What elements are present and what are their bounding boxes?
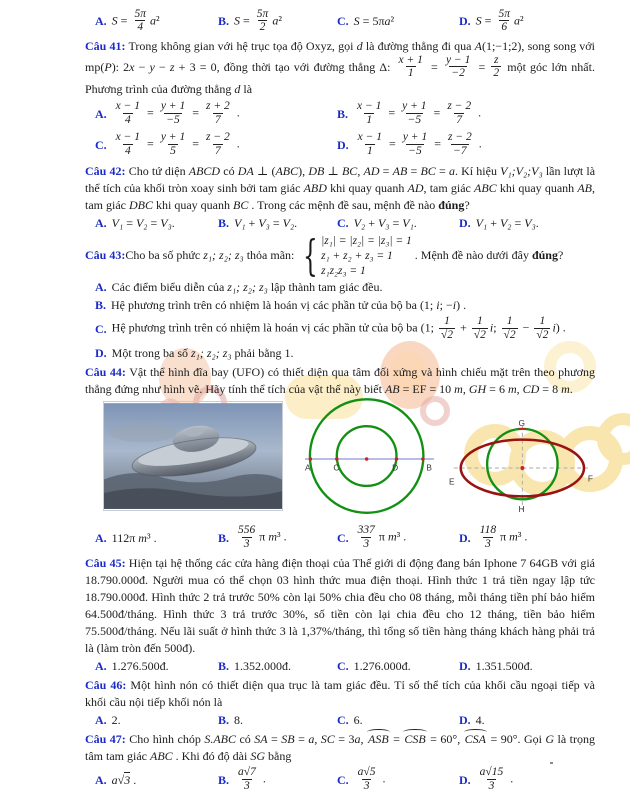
question-44-options bbox=[85, 524, 595, 553]
option-b bbox=[337, 100, 579, 129]
option-a bbox=[95, 712, 218, 729]
system-line: z₁ + z₂ + z₃ = 1 bbox=[321, 249, 393, 262]
question-44-text bbox=[85, 364, 595, 398]
option-letter: C. bbox=[337, 215, 349, 230]
option-a bbox=[85, 279, 595, 296]
label-A: A bbox=[305, 462, 311, 473]
option-letter: C. bbox=[337, 530, 349, 545]
question-label: Câu 43: bbox=[85, 248, 126, 263]
question-body: Trong không gian với hệ trục tọa độ Oxyz, gọi d là đường thẳng đi qua A(1;−1;2), song song với mp(P): 2x − y − z + 3 = 0, đồng thời tạo với đường thẳng Δ: $\frac{x + 1}{1}$ = $\frac{y - 1}{-2}$ = $\frac{z}{2}$ một góc lớn nhất. Phương trình của đường thẳng d là bbox=[85, 39, 595, 96]
question-body: Hiện tại hệ thống các cửa hàng điện thoại của Thế giới di động đang bán Iphone 7 64GB với giá 18.790.000đ. Người mua có thể chọn 03 hình thức mua điện thoại. Hình thức 1 trả tiền ngay lập tức 18.790.000đ. Hình thức 2 trả trước 50% còn lại 50% chia đều cho 08 tháng, mỗi tháng tiền phí bảo hiểm 64.500đ/tháng. Hình thức 3 trả trước 30%, số tiền còn lại chia đều cho 12 tháng, tiền bảo hiểm 75.500đ/tháng. Nếu lãi suất ở hình thức 3 là 1,37%/tháng, thì tổng số tiền hàng tháng khách hàng phải trả là (làm tròn đến 500đ). bbox=[85, 555, 595, 655]
option-b bbox=[218, 712, 337, 729]
option-value: Các điểm biểu diễn của z₁; z₂; z₃ lập thành tam giác đều. bbox=[111, 279, 383, 294]
option-value: V₁ = V₂ = V₃. bbox=[111, 215, 175, 230]
question-47-text bbox=[85, 731, 595, 765]
option-c bbox=[337, 767, 459, 793]
option-value: 1.352.000đ. bbox=[234, 658, 292, 673]
option-letter: B. bbox=[218, 772, 230, 787]
question-43-text bbox=[85, 230, 595, 280]
option-value: a√3 . bbox=[111, 772, 137, 787]
option-value: $\frac{x - 1}{4}$ = $\frac{y + 1}{5}$ = $\frac{z - 2}{7}$ . bbox=[115, 131, 240, 157]
option-b bbox=[218, 215, 337, 232]
option-c bbox=[337, 215, 459, 232]
option-letter: B. bbox=[218, 14, 230, 28]
option-c bbox=[337, 525, 459, 551]
option-a bbox=[95, 100, 337, 129]
option-letter: D. bbox=[459, 14, 471, 28]
option-d bbox=[459, 525, 595, 551]
option-value: 1.276.500đ. bbox=[111, 658, 169, 673]
option-a bbox=[95, 772, 218, 789]
option-letter: A. bbox=[95, 712, 107, 727]
option-b bbox=[218, 9, 337, 35]
option-value: S = $\frac{5\pi}{6}$ a² bbox=[475, 7, 524, 33]
option-letter: D. bbox=[95, 345, 107, 360]
question-41-text bbox=[85, 38, 595, 98]
label-E: E bbox=[449, 476, 455, 487]
label-B: B bbox=[426, 462, 432, 473]
option-b bbox=[85, 297, 595, 314]
option-d bbox=[337, 131, 579, 160]
option-value: V₁ + V₂ = V₃. bbox=[475, 215, 539, 230]
option-value: S = 5πa² bbox=[353, 14, 395, 28]
question-44-figures bbox=[103, 401, 595, 521]
option-value: $\frac{x - 1}{4}$ = $\frac{y + 1}{-5}$ = $\frac{z + 2}{7}$ . bbox=[115, 100, 240, 126]
option-value: S = $\frac{5\pi}{4}$ a² bbox=[111, 7, 160, 33]
option-letter: C. bbox=[337, 658, 349, 673]
option-value: $\frac{x - 1}{1}$ = $\frac{y + 1}{-5}$ = $\frac{z - 2}{-7}$ . bbox=[357, 131, 482, 157]
option-b bbox=[218, 658, 337, 675]
option-letter: B. bbox=[218, 530, 230, 545]
option-value: Hệ phương trình trên có nhiệm là hoán vị các phần tử của bộ ba (1; i; −i) . bbox=[111, 297, 467, 312]
option-value: $\frac{a√15}{3}$ . bbox=[479, 766, 514, 792]
question-body: Một hình nón có thiết diện qua trục là tam giác đều. Tỉ số thể tích của khối cầu ngoại tiếp và khối cầu nội tiếp khối nón là bbox=[85, 677, 595, 709]
option-a bbox=[95, 215, 218, 232]
question-47-options bbox=[85, 766, 595, 795]
option-c bbox=[85, 315, 595, 344]
option-value: $\frac{556}{3}$ π m³ . bbox=[238, 524, 287, 550]
option-b bbox=[218, 525, 337, 551]
option-letter: B. bbox=[337, 106, 349, 121]
question-42-text bbox=[85, 163, 595, 214]
question-45-text bbox=[85, 555, 595, 657]
option-letter: C. bbox=[337, 772, 349, 787]
question-body: . Mệnh đề nào dưới đây đúng? bbox=[414, 248, 564, 263]
option-d bbox=[459, 712, 595, 729]
option-a bbox=[95, 530, 218, 547]
option-letter: A. bbox=[95, 772, 107, 787]
option-c bbox=[337, 658, 459, 675]
option-value: 1.351.500đ. bbox=[475, 658, 533, 673]
option-c bbox=[337, 13, 459, 30]
label-F: F bbox=[588, 473, 594, 484]
option-letter: C. bbox=[337, 14, 349, 28]
option-a bbox=[95, 658, 218, 675]
question-label: Câu 41: bbox=[85, 39, 126, 53]
option-value: $\frac{a√7}{3}$ . bbox=[238, 766, 266, 792]
system-line: |z₁| = |z₂| = |z₃| = 1 bbox=[321, 234, 412, 247]
question-body: Vật thể hình đĩa bay (UFO) có thiết diện qua tâm đối xứng và hình chiếu mặt trên theo phương thẳng đứng như hình vẽ. Hãy tính thể tích của vật thể này biết AB = EF = 10 m, GH = 6 m, CD = 8 m. bbox=[85, 364, 595, 396]
option-c bbox=[95, 131, 337, 160]
question-body: Cho hình chóp S.ABC có SA = SB = a, SC = 3a, ASB = CSB = 60°, CSA = 90°. Gọi G là trọng tâm tam giác ABC . Khi đó độ dài SG bằng bbox=[85, 731, 596, 763]
ufo-photo bbox=[103, 401, 283, 511]
option-letter: A. bbox=[95, 106, 107, 121]
label-H: H bbox=[518, 503, 525, 514]
top-view-diagram bbox=[448, 417, 595, 519]
option-letter: A. bbox=[95, 279, 107, 294]
option-d bbox=[459, 767, 595, 793]
question-label: Câu 44: bbox=[85, 364, 126, 379]
option-b bbox=[218, 767, 337, 793]
question-label: Câu 45: bbox=[85, 555, 126, 570]
option-value: 8. bbox=[234, 712, 244, 727]
question-46-options bbox=[85, 712, 595, 729]
option-letter: D. bbox=[337, 137, 349, 152]
label-G: G bbox=[518, 417, 526, 428]
question-label: Câu 42: bbox=[85, 163, 126, 178]
equation-system bbox=[297, 230, 412, 280]
option-a bbox=[95, 9, 218, 35]
question-label: Câu 47: bbox=[85, 731, 126, 746]
option-letter: A. bbox=[95, 530, 107, 545]
option-letter: A. bbox=[95, 215, 107, 230]
option-letter: D. bbox=[459, 215, 471, 230]
option-value: Một trong ba số z₁; z₂; z₃ phải bằng 1. bbox=[111, 345, 294, 360]
option-value: V₂ + V₃ = V₁. bbox=[353, 215, 417, 230]
option-value: S = $\frac{5\pi}{2}$ a² bbox=[234, 7, 282, 33]
question-43-options bbox=[85, 279, 595, 362]
option-value: V₁ + V₃ = V₂. bbox=[234, 215, 298, 230]
question-41-options bbox=[85, 99, 595, 161]
option-letter: D. bbox=[459, 658, 471, 673]
system-line: z₁z₂z₃ = 1 bbox=[321, 264, 366, 277]
question-45-options bbox=[85, 658, 595, 675]
brace-glyph: { bbox=[303, 230, 319, 280]
option-letter: B. bbox=[218, 658, 230, 673]
option-d bbox=[459, 215, 595, 232]
option-letter: A. bbox=[95, 658, 107, 673]
question-42-options bbox=[85, 215, 595, 232]
question-body: Cho tứ diện ABCD có DA ⊥ (ABC), DB ⊥ BC, AD = AB = BC = a. Kí hiệu V₁;V₂;V₃ lần lượt là thể tích của khối tròn xoay sinh bởi tam giác ABD khi quay quanh AD, tam giác ABC khi quay quanh AB, tam giác DBC khi quay quanh BC . Trong các mệnh đề sau, mệnh đề nào đúng? bbox=[85, 163, 596, 212]
option-letter: D. bbox=[459, 772, 471, 787]
option-letter: D. bbox=[459, 530, 471, 545]
option-letter: C. bbox=[95, 137, 107, 152]
option-c bbox=[337, 712, 459, 729]
option-letter: B. bbox=[218, 215, 230, 230]
cross-section-diagram bbox=[305, 395, 434, 521]
option-value: $\frac{a√5}{3}$ . bbox=[357, 766, 386, 792]
option-letter: A. bbox=[95, 14, 107, 28]
question-40-options bbox=[85, 7, 595, 36]
option-value: 4. bbox=[475, 712, 485, 727]
question-body: Cho ba số phức z₁; z₂; z₃ thỏa mãn: bbox=[125, 248, 295, 263]
option-value: $\frac{337}{3}$ π m³ . bbox=[357, 524, 407, 550]
page-speck bbox=[550, 762, 553, 764]
option-letter: B. bbox=[218, 712, 230, 727]
option-value: Hệ phương trình trên có nhiệm là hoán vị các phần tử của bộ ba (1; $\frac{1}{√2}$ + $\frac{1}{√2}$ i; $\frac{1}{√2}$ − $\frac{1}{√2}$ i) . bbox=[111, 315, 566, 341]
option-value: 112π m³ . bbox=[111, 530, 157, 545]
option-d bbox=[459, 9, 595, 35]
label-C: C bbox=[333, 462, 340, 473]
option-letter: C. bbox=[95, 321, 107, 336]
option-d bbox=[85, 345, 595, 362]
question-46-text bbox=[85, 677, 595, 711]
option-letter: C. bbox=[337, 712, 349, 727]
option-d bbox=[459, 658, 595, 675]
option-value: 1.276.000đ. bbox=[353, 658, 411, 673]
label-D: D bbox=[392, 462, 399, 473]
option-value: 2. bbox=[111, 712, 121, 727]
option-value: $\frac{118}{3}$ π m³ . bbox=[479, 524, 528, 550]
option-letter: D. bbox=[459, 712, 471, 727]
option-letter: B. bbox=[95, 297, 107, 312]
question-label: Câu 46: bbox=[85, 677, 127, 692]
option-value: $\frac{x - 1}{1}$ = $\frac{y + 1}{-5}$ = $\frac{z - 2}{7}$ . bbox=[357, 100, 482, 126]
option-value: 6. bbox=[353, 712, 363, 727]
